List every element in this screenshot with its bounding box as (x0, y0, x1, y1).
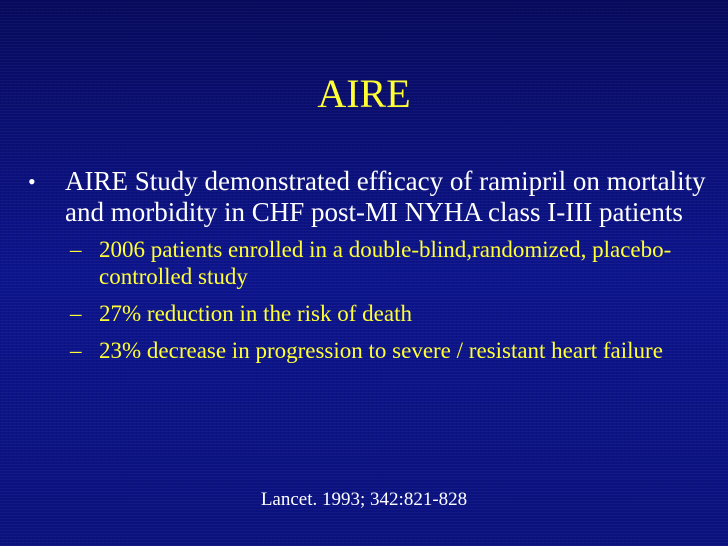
sub-bullet-item (70, 337, 718, 364)
dash-marker: – (70, 338, 82, 363)
dash-marker: – (70, 237, 82, 262)
sub-bullet-item (70, 300, 718, 327)
dash-marker: – (70, 301, 82, 326)
sub-bullet-text: 27% reduction in the risk of death (99, 301, 412, 326)
bullet-marker: • (28, 169, 36, 194)
sub-bullet-item (70, 236, 718, 290)
citation: Lancet. 1993; 342:821-828 (260, 489, 468, 510)
bullet-text: AIRE Study demonstrated efficacy of ramipril on mortality and morbidity in CHF post-MI NYHA class I-III patients (65, 166, 706, 227)
sub-bullet-text: 2006 patients enrolled in a double-blind,randomized, placebo-controlled study (99, 237, 672, 289)
sub-bullet-text: 23% decrease in progression to severe / resistant heart failure (99, 338, 663, 363)
bullet-item (28, 166, 718, 364)
slide-title: AIRE (317, 71, 411, 116)
sub-bullet-list (65, 236, 718, 364)
bullet-list (28, 166, 718, 374)
